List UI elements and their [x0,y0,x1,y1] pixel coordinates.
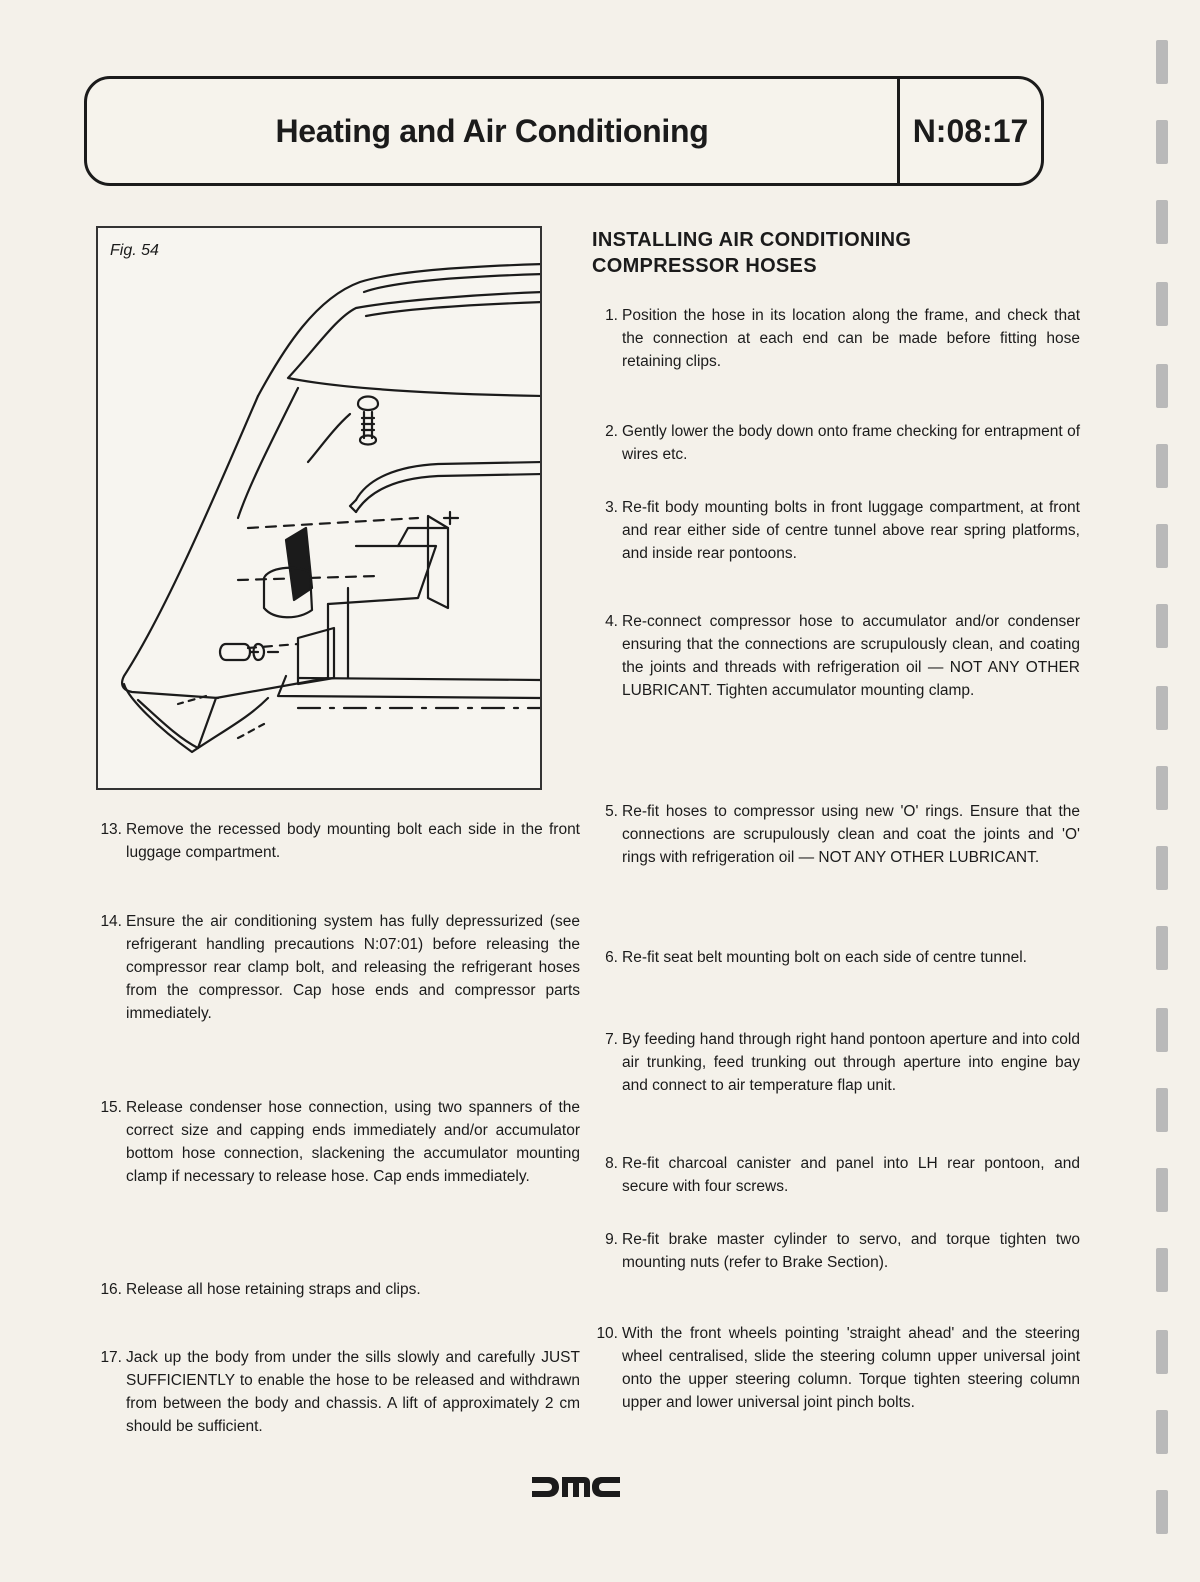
step-text: Jack up the body from under the sills slowly and carefully JUST SUFFICIENTLY to enable the hose to be released and withdrawn from between the body and chassis. A lift of approximately 2 cm should be sufficient. [126,1349,580,1435]
step-text: Release all hose retaining straps and clips. [126,1281,421,1298]
section-title: INSTALLING AIR CONDITIONING COMPRESSOR HOSES [592,229,912,277]
step-number: 10. [596,1325,618,1342]
step-text: Re-fit seat belt mounting bolt on each side of centre tunnel. [622,949,1027,966]
step-number: 14. [100,913,122,930]
step-number: 1. [605,307,618,324]
figure-caption: Fig. 54 [110,242,159,259]
step-text: Re-fit brake master cylinder to servo, and torque tighten two mounting nuts (refer to Brake Section). [622,1231,1080,1271]
step-text: Re-fit charcoal canister and panel into LH rear pontoon, and secure with four screws. [622,1155,1080,1195]
dmc-logo-icon [530,1474,622,1500]
step-text: Ensure the air conditioning system has fully depressurized (see refrigerant handling precautions N:07:01) before releasing the compressor rear clamp bolt, and releasing the refrigerant hoses from the compressor. Cap hose ends and compressor parts immediately. [126,913,580,1022]
binder-edge-tabs [1152,0,1172,1582]
step-number: 7. [605,1031,618,1048]
list-item [592,304,1080,373]
step-number: 8. [605,1155,618,1172]
list-item [96,910,580,1025]
step-number: 4. [605,613,618,630]
page-code: N:08:17 [912,112,1029,149]
list-item [592,1228,1080,1274]
step-number: 6. [605,949,618,966]
list-item [592,496,1080,565]
list-item [96,1278,580,1301]
step-text: Release condenser hose connection, using two spanners of the correct size and capping ends immediately and/or accumulator bottom hose connection, slackening the accumulator mounting clamp if necessary to release hose. Cap ends immediately. [126,1099,580,1185]
list-item [96,1346,580,1438]
list-item [96,818,580,864]
step-text: Re-fit hoses to compressor using new 'O' rings. Ensure that the connections are scrupulously clean and coat the joints and 'O' rings with refrigeration oil — NOT ANY OTHER LUBRICANT. [622,803,1080,866]
list-item [96,1096,580,1188]
list-item [592,1322,1080,1414]
step-text: By feeding hand through right hand pontoon aperture and into cold air trunking, feed trunking out through aperture into engine bay and connect to air temperature flap unit. [622,1031,1080,1094]
step-number: 17. [100,1349,122,1366]
step-text: With the front wheels pointing 'straight ahead' and the steering wheel centralised, slide the steering column upper universal joint onto the upper steering column. Torque tighten steering column upper and lower universal joint pinch bolts. [622,1325,1080,1411]
step-number: 15. [100,1099,122,1116]
step-number: 2. [605,423,618,440]
step-number: 3. [605,499,618,516]
list-item [592,610,1080,702]
list-item [592,946,1080,969]
list-item [592,800,1080,869]
list-item [592,1028,1080,1097]
step-text: Remove the recessed body mounting bolt each side in the front luggage compartment. [126,821,580,861]
step-number: 5. [605,803,618,820]
step-text: Position the hose in its location along the frame, and check that the connection at each end can be made before fitting hose retaining clips. [622,307,1080,370]
car-body-illustration [98,228,542,790]
page-title: Heating and Air Conditioning [275,112,709,149]
list-item [592,420,1080,466]
page-header [84,76,1044,186]
step-number: 13. [100,821,122,838]
list-item [592,1152,1080,1198]
figure-54 [96,226,542,790]
step-number: 16. [100,1281,122,1298]
step-number: 9. [605,1231,618,1248]
step-text: Re-connect compressor hose to accumulator and/or condenser ensuring that the connections are scrupulously clean, and coating the joints and threads with refrigeration oil — NOT ANY OTHER LUBRICANT. Tighten accumulator mounting clamp. [622,613,1080,699]
step-text: Re-fit body mounting bolts in front luggage compartment, at front and rear either side of centre tunnel above rear spring platforms, and inside rear pontoons. [622,499,1080,562]
step-text: Gently lower the body down onto frame checking for entrapment of wires etc. [622,423,1080,463]
